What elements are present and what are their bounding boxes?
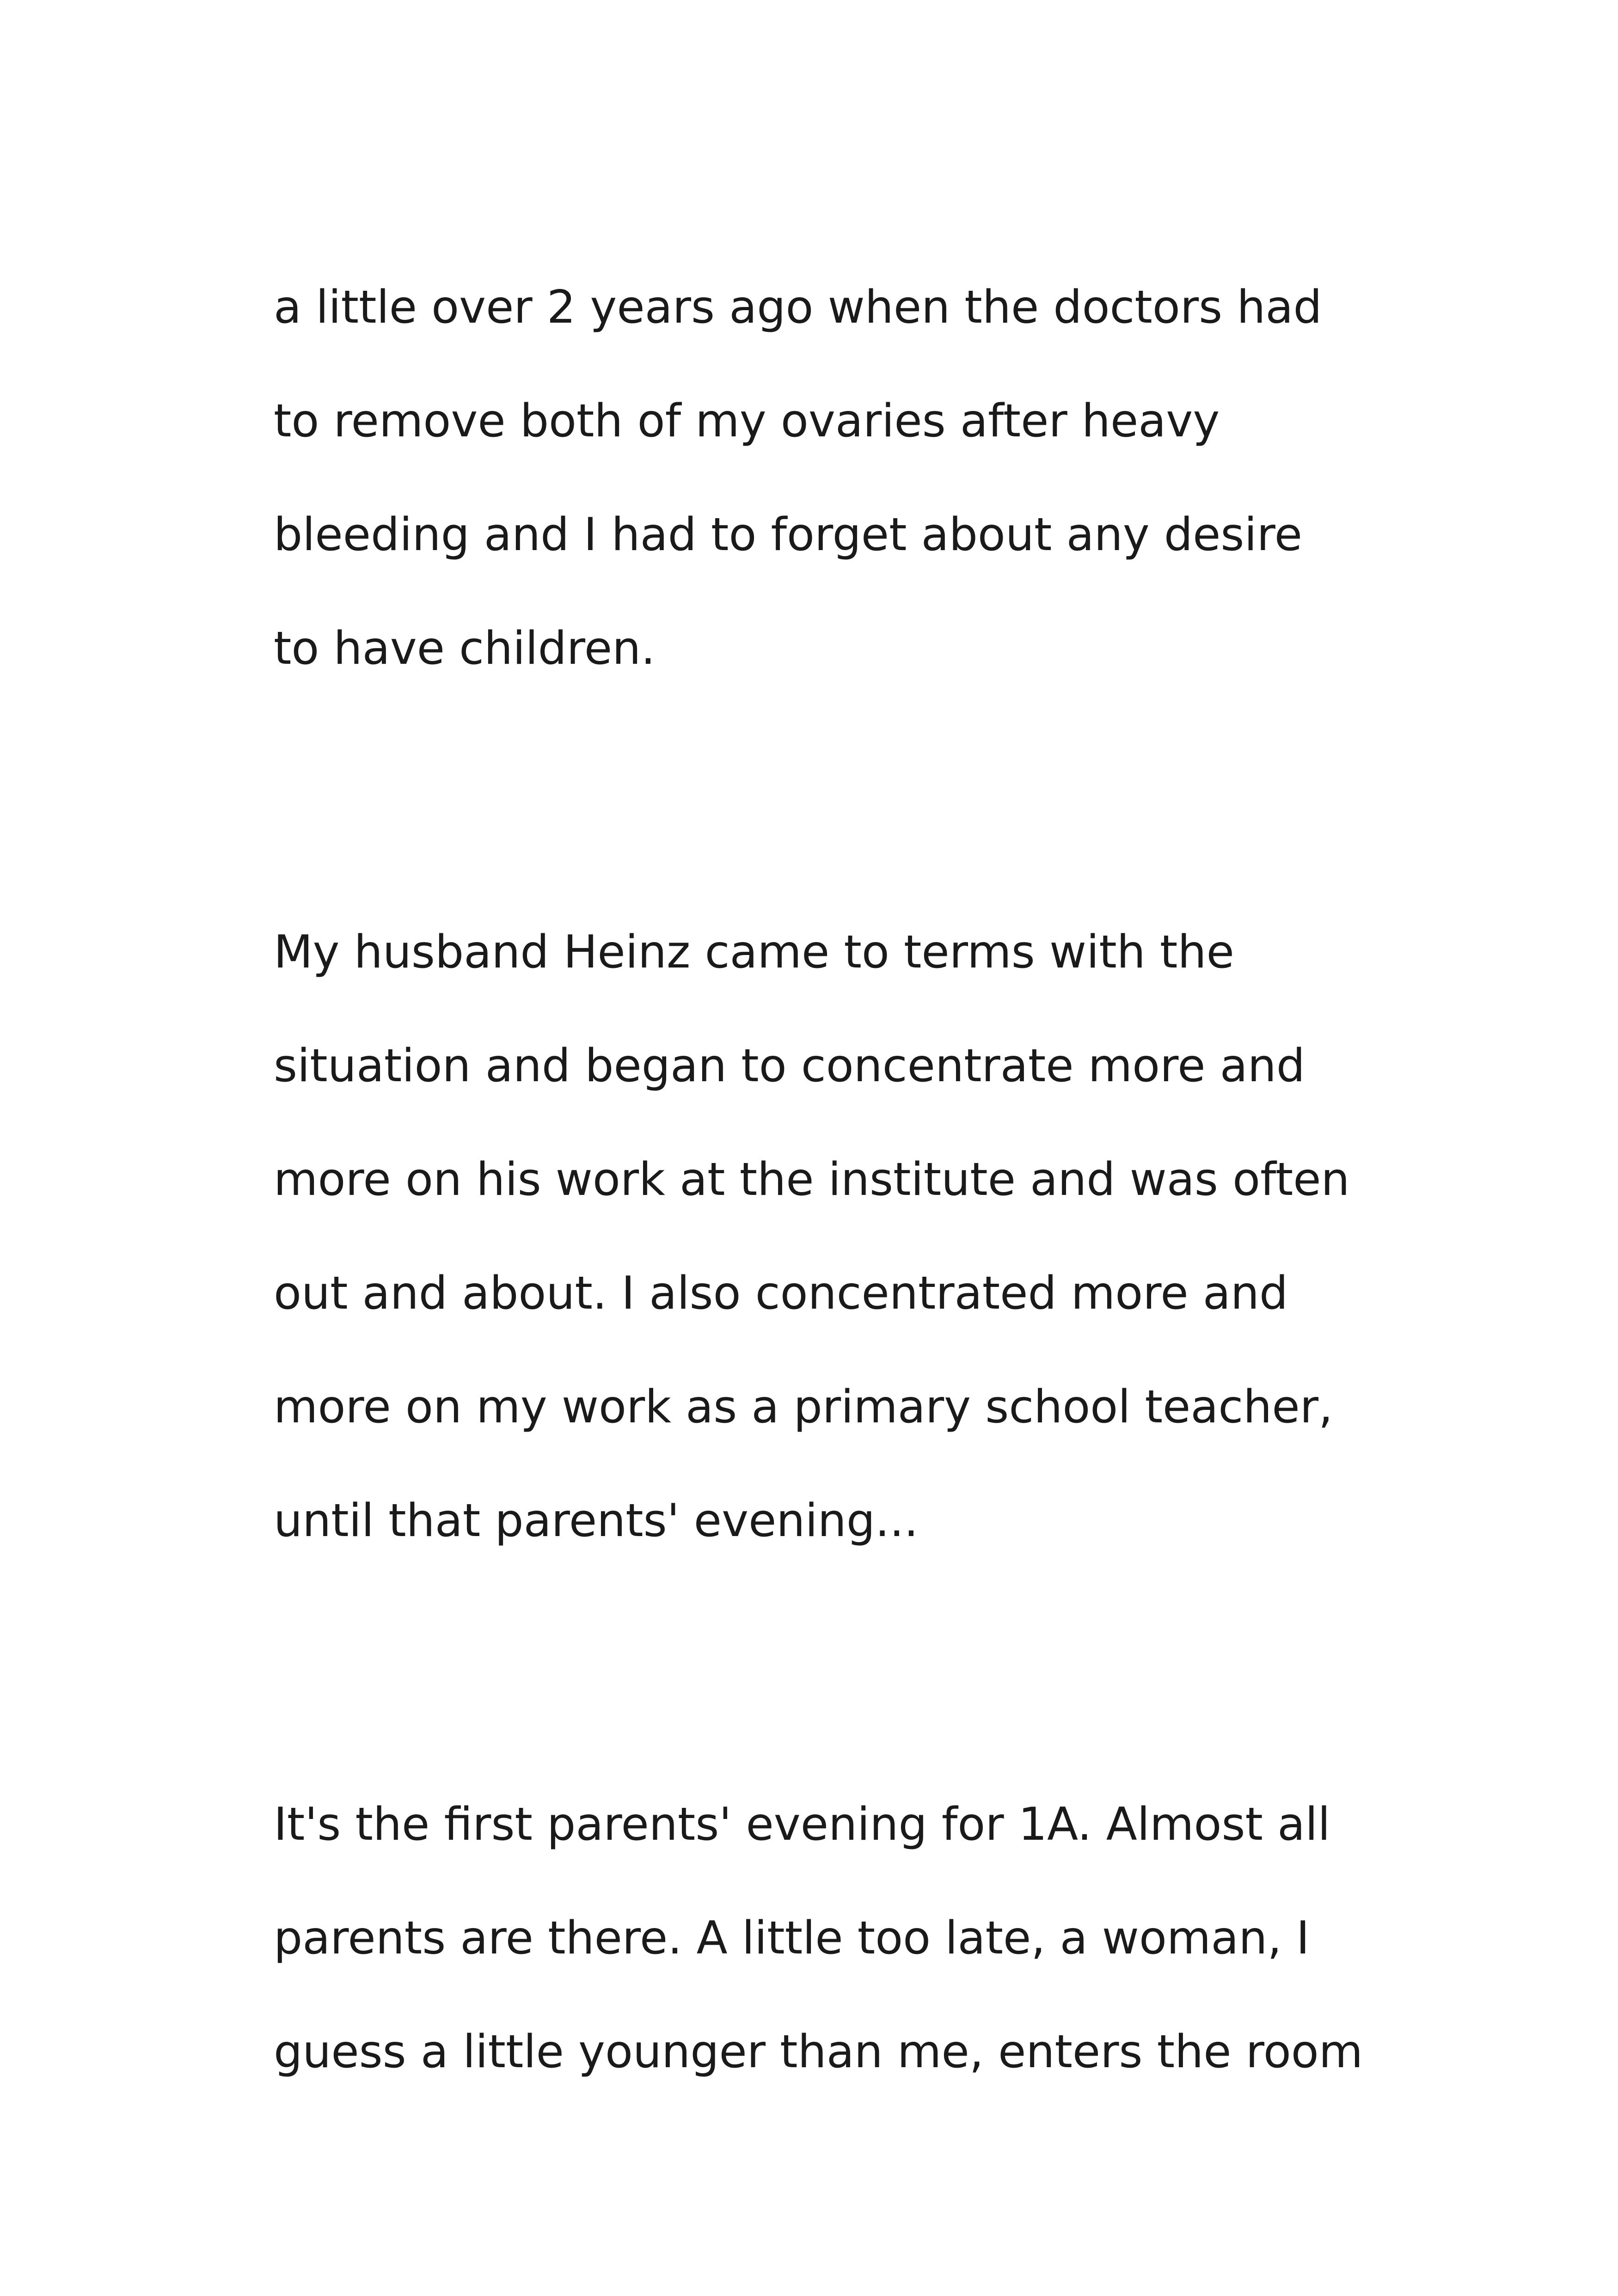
paragraph-1-line-3: bleeding and I had to forget about any desire bbox=[274, 508, 1303, 561]
paragraph-2-line-4: out and about. I also concentrated more and bbox=[274, 1267, 1288, 1320]
paragraph-2-line-1: My husband Heinz came to terms with the bbox=[274, 926, 1234, 979]
paragraph-3-line-2: parents are there. A little too late, a woman, I bbox=[274, 1912, 1310, 1965]
paragraph-1-line-2: to remove both of my ovaries after heavy bbox=[274, 395, 1220, 447]
paragraph-2-line-2: situation and began to concentrate more and bbox=[274, 1040, 1305, 1092]
paragraph-3-line-1: It's the first parents' evening for 1A. Almost all bbox=[274, 1798, 1330, 1851]
paragraph-2-line-6: until that parents' evening... bbox=[274, 1494, 919, 1547]
paragraph-2-line-3: more on his work at the institute and was often bbox=[274, 1153, 1350, 1206]
paragraph-3-line-3: guess a little younger than me, enters the room bbox=[274, 2026, 1363, 2078]
paragraph-1-line-4: to have children. bbox=[274, 622, 656, 675]
paragraph-2-line-5: more on my work as a primary school teacher, bbox=[274, 1381, 1333, 1433]
paragraph-1-line-1: a little over 2 years ago when the doctors had bbox=[274, 281, 1322, 334]
